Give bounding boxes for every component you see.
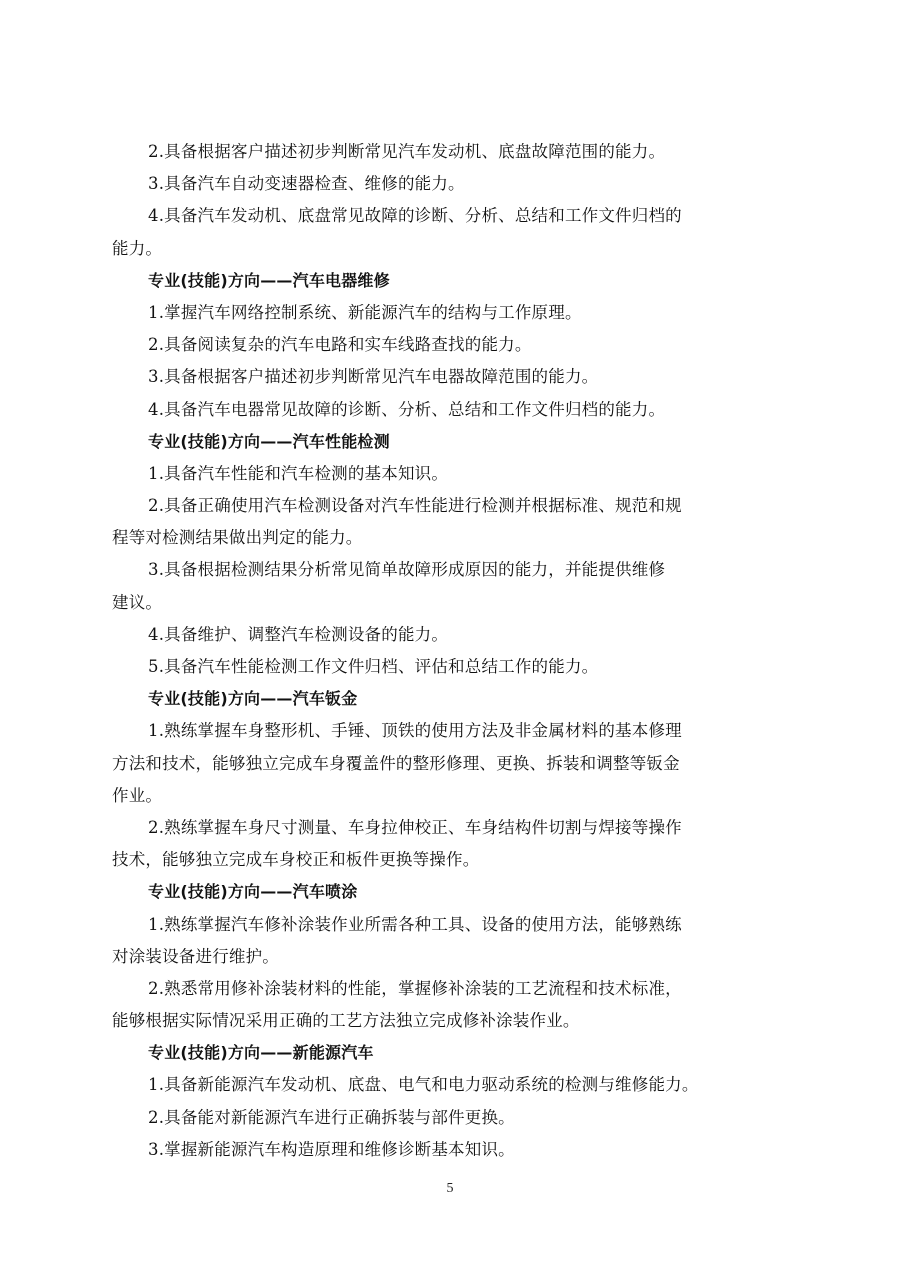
section-heading: 专业(技能)方向——汽车喷涂: [148, 882, 358, 902]
paragraph-continuation-line: 作业。: [112, 785, 163, 805]
paragraph-line: 2.具备根据客户描述初步判断常见汽车发动机、底盘故障范围的能力。: [148, 142, 666, 161]
paragraph-line: 2.熟悉常用修补涂装材料的性能，掌握修补涂装的工艺流程和技术标准，: [148, 978, 682, 998]
paragraph-line: 3.具备根据客户描述初步判断常见汽车电器故障范围的能力。: [148, 367, 599, 387]
paragraph-line: 3.具备汽车自动变速器检查、维修的能力。: [148, 174, 465, 194]
paragraph-continuation-line: 能力。: [112, 238, 163, 258]
paragraph-continuation-line: 对涂装设备进行维护。: [112, 946, 279, 966]
paragraph-line: 3.掌握新能源汽车构造原理和维修诊断基本知识。: [148, 1139, 515, 1159]
paragraph-line: 5.具备汽车性能检测工作文件归档、评估和总结工作的能力。: [148, 657, 599, 676]
section-heading: 专业(技能)方向——汽车电器维修: [148, 270, 390, 290]
paragraph-continuation-line: 程等对检测结果做出判定的能力。: [112, 528, 363, 548]
paragraph-continuation-line: 技术，能够独立完成车身校正和板件更换等操作。: [112, 850, 480, 870]
paragraph-line: 2.具备能对新能源汽车进行正确拆装与部件更换。: [148, 1107, 515, 1127]
paragraph-line: 2.熟练掌握车身尺寸测量、车身拉伸校正、车身结构件切割与焊接等操作: [148, 817, 682, 837]
section-heading: 专业(技能)方向——新能源汽车: [148, 1043, 374, 1063]
paragraph-line: 3.具备根据检测结果分析常见简单故障形成原因的能力，并能提供维修: [148, 560, 666, 580]
paragraph-line: 4.具备汽车发动机、底盘常见故障的诊断、分析、总结和工作文件归档的: [148, 206, 682, 226]
paragraph-line: 1.掌握汽车网络控制系统、新能源汽车的结构与工作原理。: [148, 302, 582, 322]
paragraph-line: 1.具备汽车性能和汽车检测的基本知识。: [148, 463, 449, 483]
paragraph-line: 1.熟练掌握车身整形机、手锤、顶铁的使用方法及非金属材料的基本修理: [148, 721, 682, 741]
paragraph-line: 2.具备阅读复杂的汽车电路和实车线路查找的能力。: [148, 335, 532, 355]
paragraph-line: 1.具备新能源汽车发动机、底盘、电气和电力驱动系统的检测与维修能力。: [148, 1075, 699, 1095]
paragraph-line: 4.具备维护、调整汽车检测设备的能力。: [148, 624, 449, 644]
section-heading: 专业(技能)方向——汽车性能检测: [148, 431, 390, 451]
section-heading: 专业(技能)方向——汽车钣金: [148, 689, 358, 709]
page-number: 5: [446, 1181, 454, 1196]
paragraph-continuation-line: 建议。: [112, 592, 163, 612]
paragraph-continuation-line: 方法和技术，能够独立完成车身覆盖件的整形修理、更换、拆装和调整等钣金: [112, 753, 680, 773]
paragraph-line: 4.具备汽车电器常见故障的诊断、分析、总结和工作文件归档的能力。: [148, 399, 666, 419]
paragraph-line: 1.熟练掌握汽车修补涂装作业所需各种工具、设备的使用方法，能够熟练: [148, 914, 682, 934]
paragraph-line: 2.具备正确使用汽车检测设备对汽车性能进行检测并根据标准、规范和规: [148, 496, 682, 516]
paragraph-continuation-line: 能够根据实际情况采用正确的工艺方法独立完成修补涂装作业。: [112, 1011, 580, 1031]
document-body: [112, 136, 752, 1166]
